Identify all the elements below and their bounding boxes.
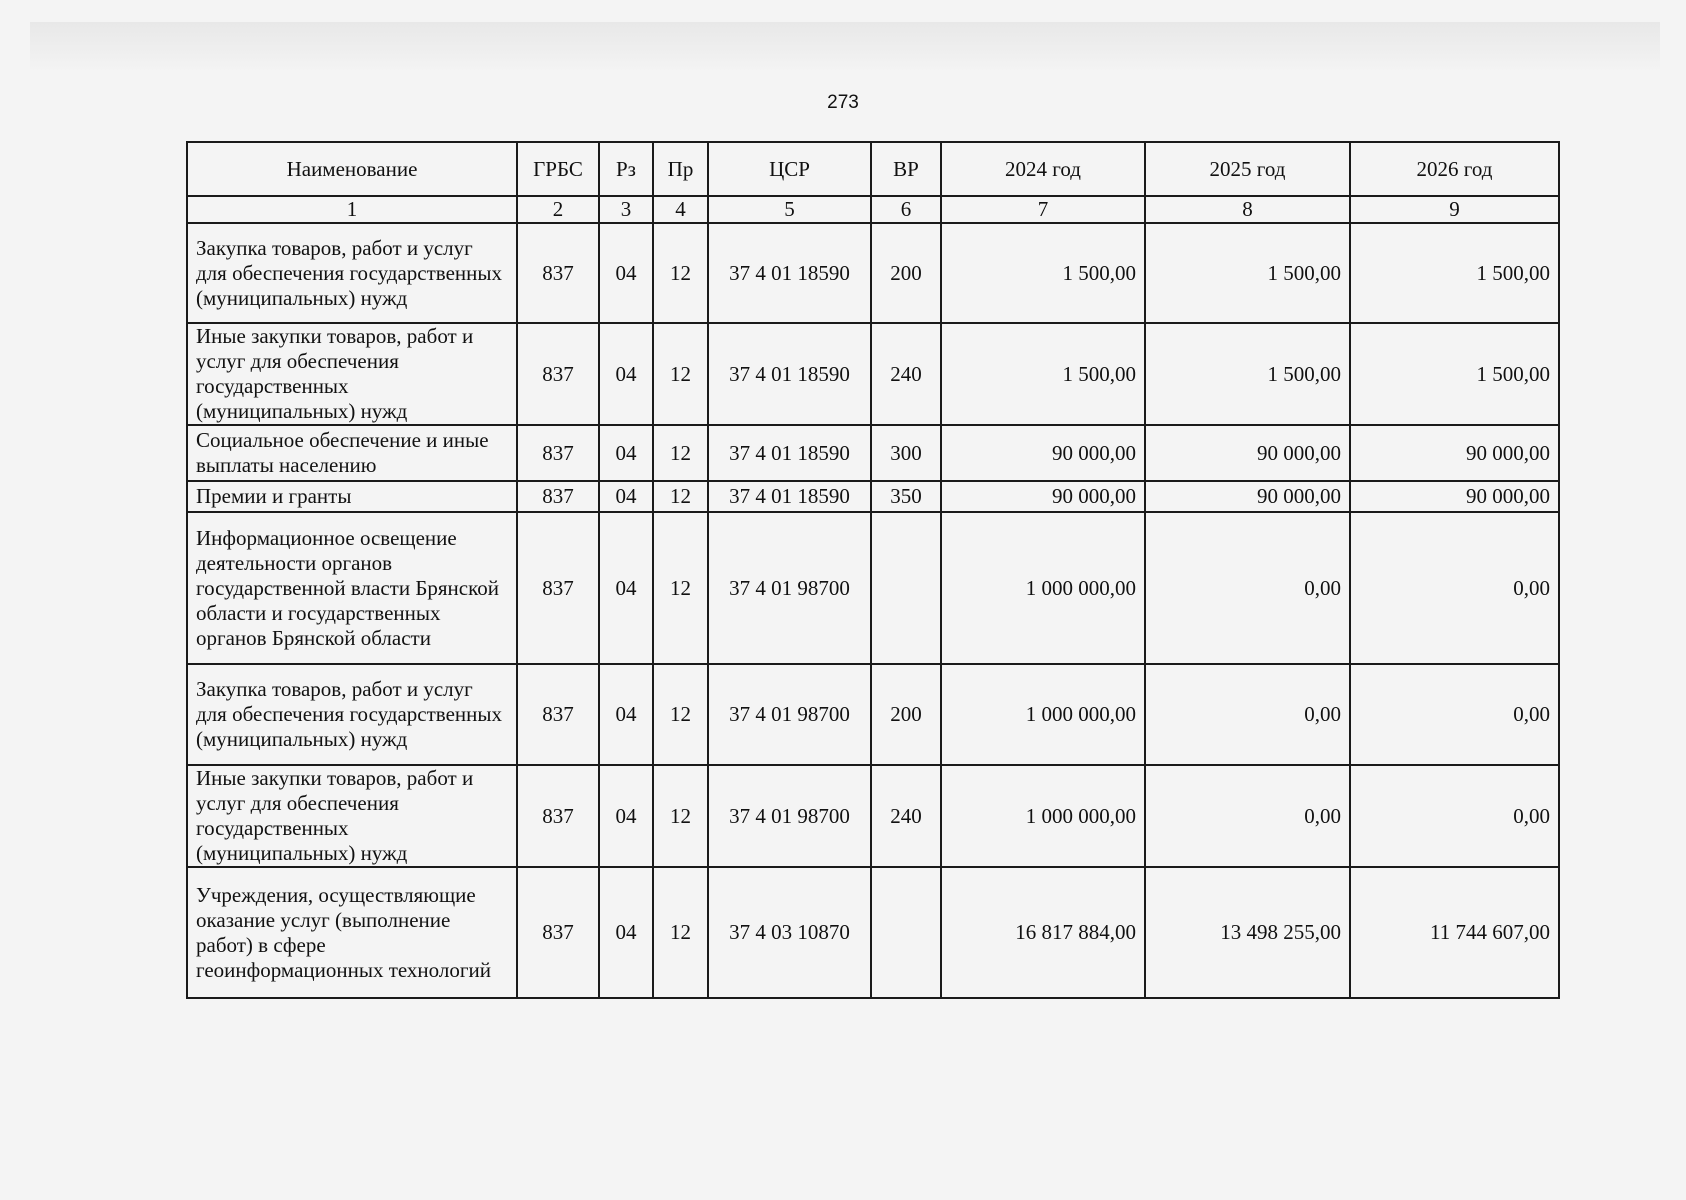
row-name: Социальное обеспечение и иные выплаты населению — [187, 425, 517, 481]
row-2024: 1 500,00 — [941, 323, 1145, 425]
table-row — [187, 512, 1559, 664]
column-number: 2 — [517, 196, 599, 223]
row-csr: 37 4 03 10870 — [708, 867, 871, 998]
row-grbs: 837 — [517, 664, 599, 765]
row-2024: 1 000 000,00 — [941, 664, 1145, 765]
column-number: 4 — [653, 196, 708, 223]
header-rz: Рз — [599, 142, 653, 196]
row-csr: 37 4 01 98700 — [708, 765, 871, 867]
table-row — [187, 867, 1559, 998]
row-csr: 37 4 01 18590 — [708, 223, 871, 323]
column-number: 6 — [871, 196, 941, 223]
row-pr: 12 — [653, 425, 708, 481]
row-grbs: 837 — [517, 867, 599, 998]
row-csr: 37 4 01 98700 — [708, 664, 871, 765]
column-number: 3 — [599, 196, 653, 223]
row-vr: 350 — [871, 481, 941, 512]
header-pr: Пр — [653, 142, 708, 196]
header-2025: 2025 год — [1145, 142, 1350, 196]
row-vr: 240 — [871, 323, 941, 425]
page-number: 273 — [827, 92, 859, 113]
row-vr: 200 — [871, 664, 941, 765]
row-2025: 0,00 — [1145, 512, 1350, 664]
row-2026: 1 500,00 — [1350, 223, 1559, 323]
row-vr: 200 — [871, 223, 941, 323]
row-pr: 12 — [653, 867, 708, 998]
row-rz: 04 — [599, 481, 653, 512]
row-2024: 90 000,00 — [941, 481, 1145, 512]
row-2025: 0,00 — [1145, 765, 1350, 867]
row-rz: 04 — [599, 223, 653, 323]
row-rz: 04 — [599, 323, 653, 425]
row-2026: 90 000,00 — [1350, 481, 1559, 512]
row-2025: 13 498 255,00 — [1145, 867, 1350, 998]
column-number: 8 — [1145, 196, 1350, 223]
row-csr: 37 4 01 18590 — [708, 323, 871, 425]
header-vr: ВР — [871, 142, 941, 196]
row-rz: 04 — [599, 867, 653, 998]
row-name: Закупка товаров, работ и услуг для обеспечения государственных (муниципальных) нужд — [187, 223, 517, 323]
row-name: Информационное освещение деятельности органов государственной власти Брянской области и государственных органов Брянской области — [187, 512, 517, 664]
header-name: Наименование — [187, 142, 517, 196]
row-grbs: 837 — [517, 223, 599, 323]
row-grbs: 837 — [517, 481, 599, 512]
row-2025: 90 000,00 — [1145, 481, 1350, 512]
row-2024: 90 000,00 — [941, 425, 1145, 481]
table-row — [187, 481, 1559, 512]
row-2026: 0,00 — [1350, 512, 1559, 664]
row-2026: 11 744 607,00 — [1350, 867, 1559, 998]
row-2024: 1 000 000,00 — [941, 765, 1145, 867]
header-grbs: ГРБС — [517, 142, 599, 196]
row-2024: 16 817 884,00 — [941, 867, 1145, 998]
row-csr: 37 4 01 18590 — [708, 481, 871, 512]
row-2025: 90 000,00 — [1145, 425, 1350, 481]
row-rz: 04 — [599, 765, 653, 867]
table-row — [187, 765, 1559, 867]
row-rz: 04 — [599, 425, 653, 481]
row-rz: 04 — [599, 512, 653, 664]
row-csr: 37 4 01 18590 — [708, 425, 871, 481]
header-2026: 2026 год — [1350, 142, 1559, 196]
row-vr — [871, 512, 941, 664]
row-pr: 12 — [653, 223, 708, 323]
row-2024: 1 500,00 — [941, 223, 1145, 323]
row-2025: 0,00 — [1145, 664, 1350, 765]
row-name: Учреждения, осуществляющие оказание услуг (выполнение работ) в сфере геоинформационных технологий — [187, 867, 517, 998]
column-number: 9 — [1350, 196, 1559, 223]
row-pr: 12 — [653, 512, 708, 664]
row-2026: 0,00 — [1350, 664, 1559, 765]
row-pr: 12 — [653, 481, 708, 512]
column-number: 7 — [941, 196, 1145, 223]
header-csr: ЦСР — [708, 142, 871, 196]
budget-table — [186, 141, 1560, 999]
row-vr — [871, 867, 941, 998]
row-pr: 12 — [653, 323, 708, 425]
row-name: Премии и гранты — [187, 481, 517, 512]
row-name: Иные закупки товаров, работ и услуг для обеспечения государственных (муниципальных) нужд — [187, 765, 517, 867]
table-row — [187, 323, 1559, 425]
row-2025: 1 500,00 — [1145, 323, 1350, 425]
header-row — [187, 142, 1559, 196]
row-rz: 04 — [599, 664, 653, 765]
column-number-row — [187, 196, 1559, 223]
row-2026: 0,00 — [1350, 765, 1559, 867]
row-2024: 1 000 000,00 — [941, 512, 1145, 664]
row-grbs: 837 — [517, 425, 599, 481]
column-number: 1 — [187, 196, 517, 223]
row-vr: 300 — [871, 425, 941, 481]
row-2026: 90 000,00 — [1350, 425, 1559, 481]
row-grbs: 837 — [517, 765, 599, 867]
header-2024: 2024 год — [941, 142, 1145, 196]
row-grbs: 837 — [517, 512, 599, 664]
row-csr: 37 4 01 98700 — [708, 512, 871, 664]
row-name: Иные закупки товаров, работ и услуг для обеспечения государственных (муниципальных) нужд — [187, 323, 517, 425]
row-pr: 12 — [653, 765, 708, 867]
column-number: 5 — [708, 196, 871, 223]
row-2025: 1 500,00 — [1145, 223, 1350, 323]
row-vr: 240 — [871, 765, 941, 867]
row-grbs: 837 — [517, 323, 599, 425]
row-pr: 12 — [653, 664, 708, 765]
table-row — [187, 223, 1559, 323]
scan-shadow — [30, 22, 1660, 72]
table-row — [187, 425, 1559, 481]
row-name: Закупка товаров, работ и услуг для обеспечения государственных (муниципальных) нужд — [187, 664, 517, 765]
table-row — [187, 664, 1559, 765]
row-2026: 1 500,00 — [1350, 323, 1559, 425]
